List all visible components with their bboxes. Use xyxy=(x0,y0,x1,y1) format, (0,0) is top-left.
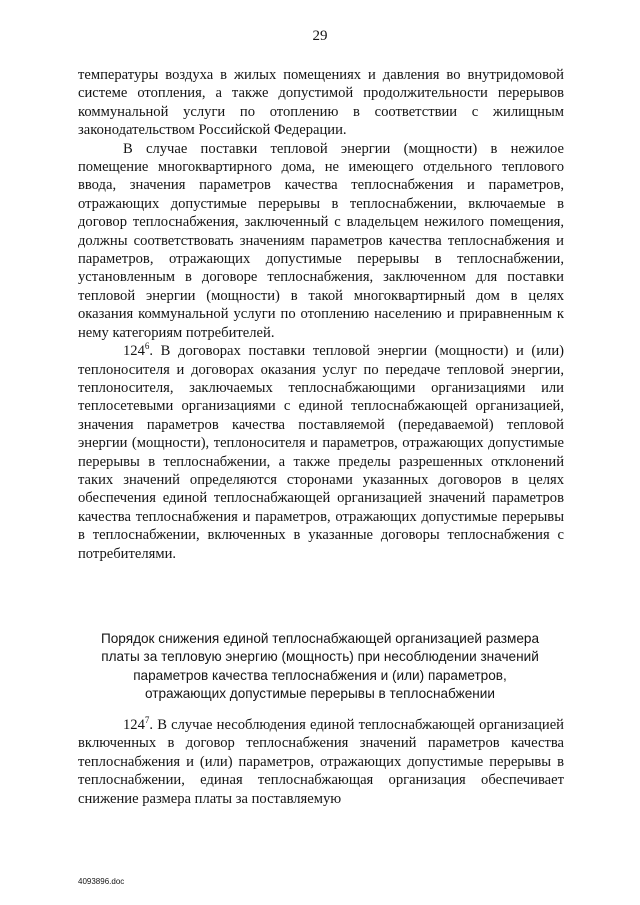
heading-line: параметров качества теплоснабжения и (или) параметров, xyxy=(133,667,507,683)
body-text-block-bottom xyxy=(78,716,564,808)
paragraph-text: температуры воздуха в жилых помещениях и давления во внутридомовой системе отопления, а также допустимой продолжительности перерывов коммунальной услуги по отоплению в соответствии с жилищным законодательством Российской Федерации. xyxy=(78,67,564,139)
heading-line: отражающих допустимые перерывы в теплоснабжении xyxy=(145,686,495,702)
paragraph-continuation xyxy=(78,66,564,140)
paragraph-text: . В договорах поставки тепловой энергии (мощности) и (или) теплоносителя и договорах оказания услуг по передаче тепловой энергии, теплоносителя, заключаемых теплоснабжающими организациями или теплосетевыми организациями с единой теплоснабжающей организацией, значения параметров качества поставляемой (передаваемой) тепловой энергии (мощности), теплоносителя и параметров, отражающих допустимые перерывы в теплоснабжении, а также пределы разрешенных отклонений таких значений определяются сторонами указанных договоров в целях обеспечения единой теплоснабжающей организацией значений параметров качества теплоснабжения и параметров, отражающих допустимые перерывы в теплоснабжении, включенных в указанные договоры теплоснабжения с потребителями. xyxy=(78,343,564,562)
body-text-block xyxy=(78,66,564,563)
heading-line: платы за тепловую энергию (мощность) при несоблюдении значений xyxy=(101,649,539,665)
paragraph-124-7 xyxy=(78,716,564,808)
page-number: 29 xyxy=(312,28,328,44)
heading-line: Порядок снижения единой теплоснабжающей организацией размера xyxy=(100,631,540,646)
paragraph-nonresidential xyxy=(78,140,564,342)
clause-number: 124 xyxy=(123,717,145,733)
section-heading xyxy=(95,630,545,704)
clause-superscript: 6 xyxy=(144,341,150,352)
paragraph-124-6 xyxy=(78,342,564,563)
paragraph-text: В случае поставки тепловой энергии (мощности) в нежилое помещение многоквартирного дома, не имеющего отдельного теплового ввода, значения параметров качества теплоснабжения и параметров, отражающих допустимые перерывы в теплоснабжении, включаемые в договор теплоснабжения, заключенный с владельцем нежилого помещения, должны соответствовать значениям параметров качества теплоснабжения и параметров, отражающих допустимые перерывы в теплоснабжении, установленным в договоре теплоснабжения, заключенном для поставки тепловой энергии (мощности) в такой многоквартирный дом в целях оказания коммунальной услуги по отоплению населению и приравненным к нему категориям потребителей. xyxy=(78,140,564,341)
footer-filename: 4093896.doc xyxy=(78,877,125,886)
clause-number: 124 xyxy=(123,343,145,360)
paragraph-text: . В случае несоблюдения единой теплоснабжающей организацией включенных в договор теплоснабжения значений параметров качества теплоснабжения и (или) параметров, отражающих допустимые перерывы в теплоснабжении, единая теплоснабжающая организация обеспечивает снижение размера платы за поставляемую xyxy=(78,717,564,807)
clause-superscript: 7 xyxy=(144,715,150,726)
